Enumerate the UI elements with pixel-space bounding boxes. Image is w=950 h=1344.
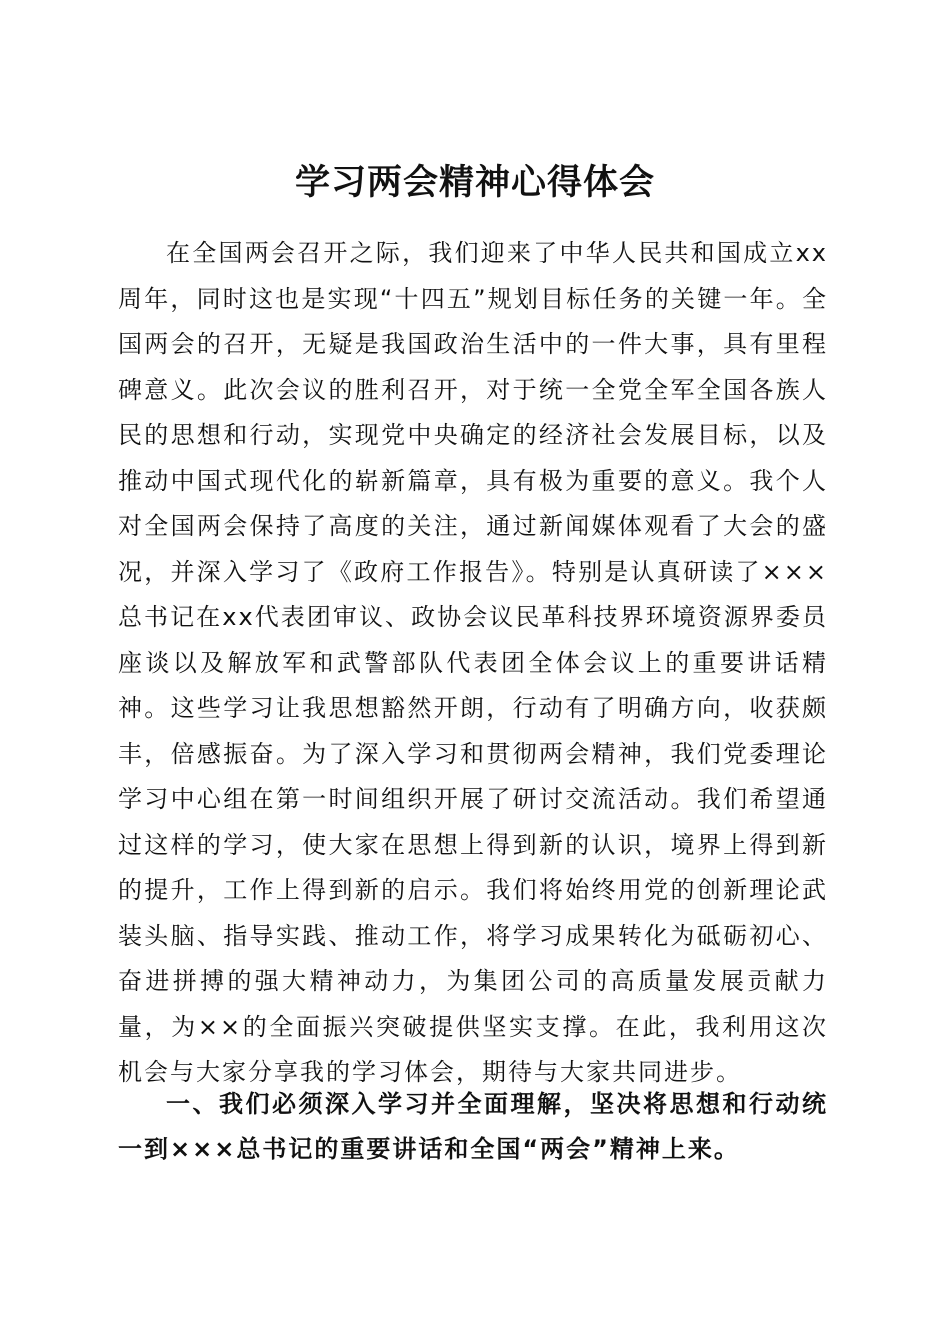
intro-paragraph: 在全国两会召开之际，我们迎来了中华人民共和国成立xx周年，同时这也是实现“十四五”规划目标任务的关键一年。全国两会的召开，无疑是我国政治生活中的一件大事，具有里程碑意义。此次会议的胜利召开，对于统一全党全军全国各族人民的思想和行动，实现党中央确定的经济社会发展目标，以及推动中国式现代化的崭新篇章，具有极为重要的意义。我个人对全国两会保持了高度的关注，通过新闻媒体观看了大会的盛况，并深入学习了《政府工作报告》。特别是认真研读了×××总书记在xx代表团审议、政协会议民革科技界环境资源界委员座谈以及解放军和武警部队代表团全体会议上的重要讲话精神。这些学习让我思想豁然开朗，行动有了明确方向，收获颇丰，倍感振奋。为了深入学习和贯彻两会精神，我们党委理论学习中心组在第一时间组织开展了研讨交流活动。我们希望通过这样的学习，使大家在思想上得到新的认识，境界上得到新的提升，工作上得到新的启示。我们将始终用党的创新理论武装头脑、指导实践、推动工作，将学习成果转化为砥砺初心、奋进拼搏的强大精神动力，为集团公司的高质量发展贡献力量，为××的全面振兴突破提供坚实支撑。在此，我利用这次机会与大家分享我的学习体会，期待与大家共同进步。: [118, 239, 828, 1086]
section-heading-1: 一、我们必须深入学习并全面理解，坚决将思想和行动统一到×××总书记的重要讲话和全国“两会”精神上来。: [118, 1090, 828, 1163]
document-title: 学习两会精神心得体会: [294, 162, 655, 204]
